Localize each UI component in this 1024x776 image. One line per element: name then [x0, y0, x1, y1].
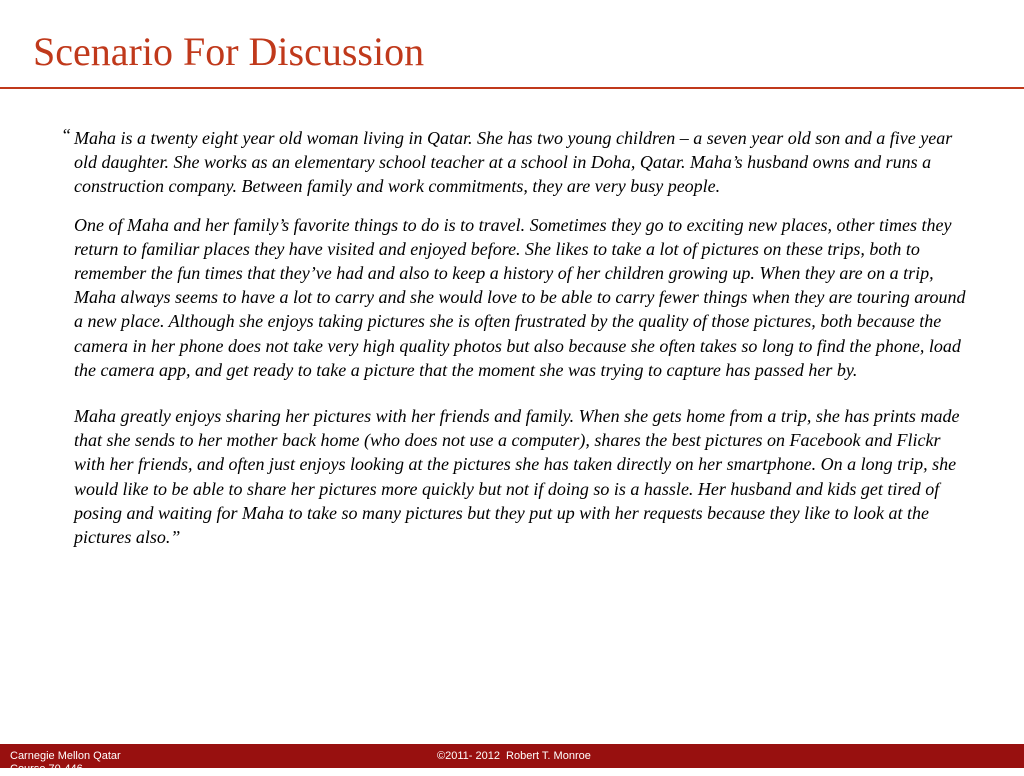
slide-title: Scenario For Discussion [33, 29, 425, 74]
title-divider [0, 87, 1024, 89]
scenario-paragraph-1-text: Maha is a twenty eight year old woman living in Qatar. She has two young children – a seven year old son and a five year old daughter. She works as an elementary school teacher at a school in Doha, Qatar. Maha’s husband owns and runs a construction company. Between family and work commitments, they are very busy people. [74, 128, 953, 197]
opening-quote-mark: “ [61, 125, 72, 145]
footer-institution-name: Carnegie Mellon Qatar [10, 750, 121, 762]
scenario-body [61, 125, 974, 549]
footer-copyright: ©2011- 2012 Robert T. Monroe [437, 750, 591, 762]
scenario-paragraph-3: Maha greatly enjoys sharing her pictures with her friends and family. When she gets home from a trip, she has prints made that she sends to her mother back home (who does not use a computer), shares the best pictures on Facebook and Flickr with her friends, and often just enjoys looking at the pictures she has taken directly on her smartphone. On a long trip, she would like to be able to share her pictures more quickly but not if doing so is a hassle. Her husband and kids get tired of posing and waiting for Maha to take so many pictures but they put up with her requests because they like to look at the pictures also.” [74, 406, 960, 548]
footer-bar [0, 744, 1024, 775]
scenario-paragraph-1 [61, 125, 974, 199]
scenario-paragraph-2: One of Maha and her family’s favorite things to do is to travel. Sometimes they go to exciting new places, other times they return to familiar places they have visited and enjoyed before. She likes to take a lot of pictures on these trips, both to remember the fun times that they’ve had and also to keep a history of her children growing up. When they are on a trip, Maha always seems to have a lot to carry and she would love to be able to carry fewer things when they are touring around a new place. Although she enjoys taking pictures she is often frustrated by the quality of those pictures, both because the camera in her phone does not take very high quality photos but also because she often takes so long to find the phone, load the camera app, and get ready to take a picture that the moment she was trying to capture has passed her by. [74, 214, 966, 380]
footer-course-number: Course 70-446 [10, 763, 83, 775]
footer-institution [10, 750, 121, 776]
